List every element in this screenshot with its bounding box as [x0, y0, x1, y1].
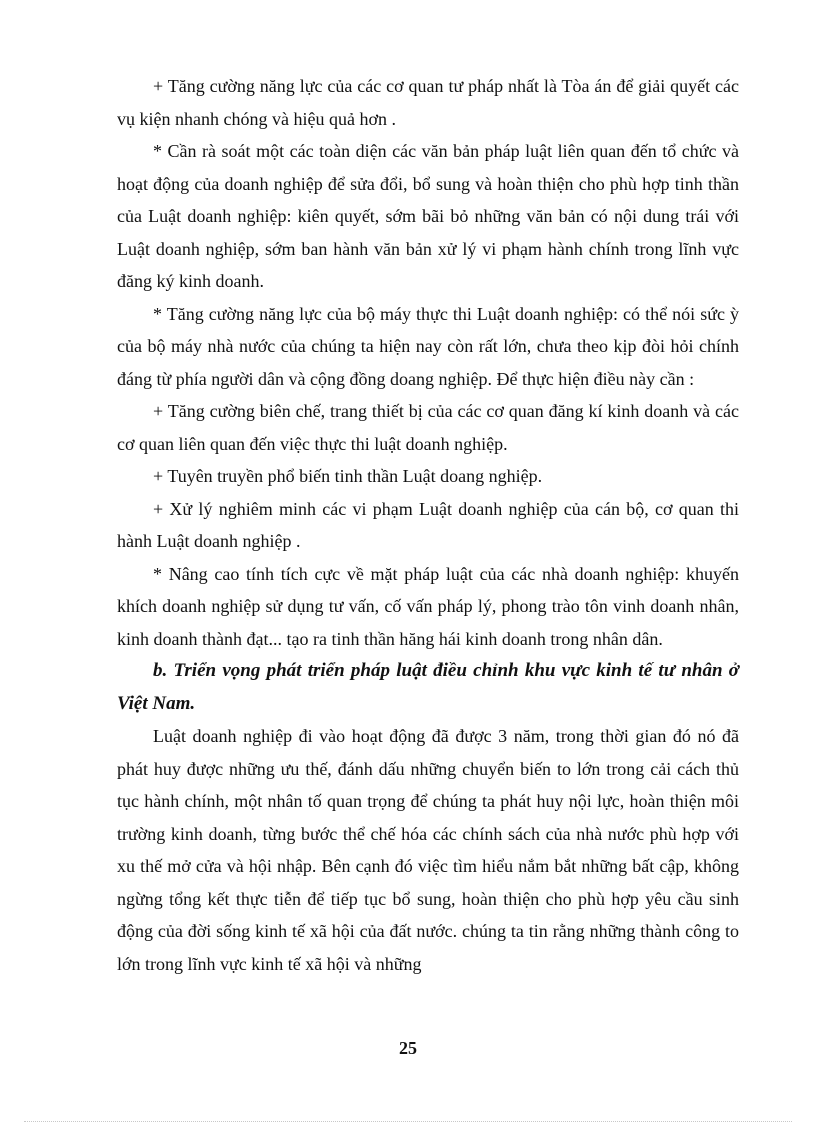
paragraph-enforcement-capacity: * Tăng cường năng lực của bộ máy thực thi Luật doanh nghiệp: có thể nói sức ỳ của bộ máy nhà nước của chúng ta hiện nay còn rất lớn, chưa theo kịp đòi hỏi chính đáng từ phía người dân và cộng đồng doang nghiệp. Để thực hiện điều này cần :	[117, 303, 739, 389]
paragraph-legal-awareness: * Nâng cao tính tích cực về mặt pháp luật của các nhà doanh nghiệp: khuyến khích doanh nghiệp sử dụng tư vấn, cố vấn pháp lý, phong trào tôn vinh doanh nhân, kinh doanh thành đạt... tạo ra tinh thần hăng hái kinh doanh trong nhân dân.	[117, 563, 739, 649]
paragraph-violations: + Xử lý nghiêm minh các vi phạm Luật doanh nghiệp của cán bộ, cơ quan thi hành Luật doanh nghiệp .	[117, 498, 739, 551]
paragraph-propaganda: + Tuyên truyền phổ biến tinh thần Luật doang nghiệp.	[153, 466, 543, 486]
paragraph-legal-review: * Cần rà soát một các toàn diện các văn bản pháp luật liên quan đến tổ chức và hoạt động của doanh nghiệp để sửa đổi, bổ sung và hoàn thiện cho phù hợp tinh thần của Luật doanh nghiệp: kiên quyết, sớm bãi bỏ những văn bản có nội dung trái với Luật doanh nghiệp, sớm ban hành văn bản xử lý vi phạm hành chính trong lĩnh vực đăng ký kinh doanh.	[117, 141, 739, 291]
paragraph-outlook: Luật doanh nghiệp đi vào hoạt động đã được 3 năm, trong thời gian đó nó đã phát huy được những ưu thế, đánh dấu những chuyển biến to lớn trong cải cách thủ tục hành chính, một nhân tố quan trọng để chúng ta phát huy nội lực, hoàn thiện môi trường kinh doanh, từng bước thể chế hóa các chính sách của nhà nước phù hợp với xu thế mở cửa và hội nhập. Bên cạnh đó việc tìm hiểu nắm bắt những bất cập, không ngừng tổng kết thực tiễn để tiếp tục bổ sung, hoàn thiện cho phù hợp yêu cầu sinh động của đời sống kinh tế xã hội của đất nước. chúng ta tin rằng những thành công to lớn trong lĩnh vực kinh tế xã hội và những	[117, 726, 739, 974]
page-bottom-divider	[24, 1121, 792, 1122]
section-heading: b. Triển vọng phát triển pháp luật điều chỉnh khu vực kinh tế tư nhân ở Việt Nam.	[117, 660, 739, 714]
paragraph-judicial-capacity: + Tăng cường năng lực của các cơ quan tư pháp nhất là Tòa án để giải quyết các vụ kiện nhanh chóng và hiệu quả hơn .	[117, 76, 739, 129]
paragraph-staffing: + Tăng cường biên chế, trang thiết bị của các cơ quan đăng kí kinh doanh và các cơ quan liên quan đến việc thực thi luật doanh nghiệp.	[117, 401, 739, 454]
document-body	[117, 70, 739, 980]
page-number: 25	[399, 1038, 417, 1058]
